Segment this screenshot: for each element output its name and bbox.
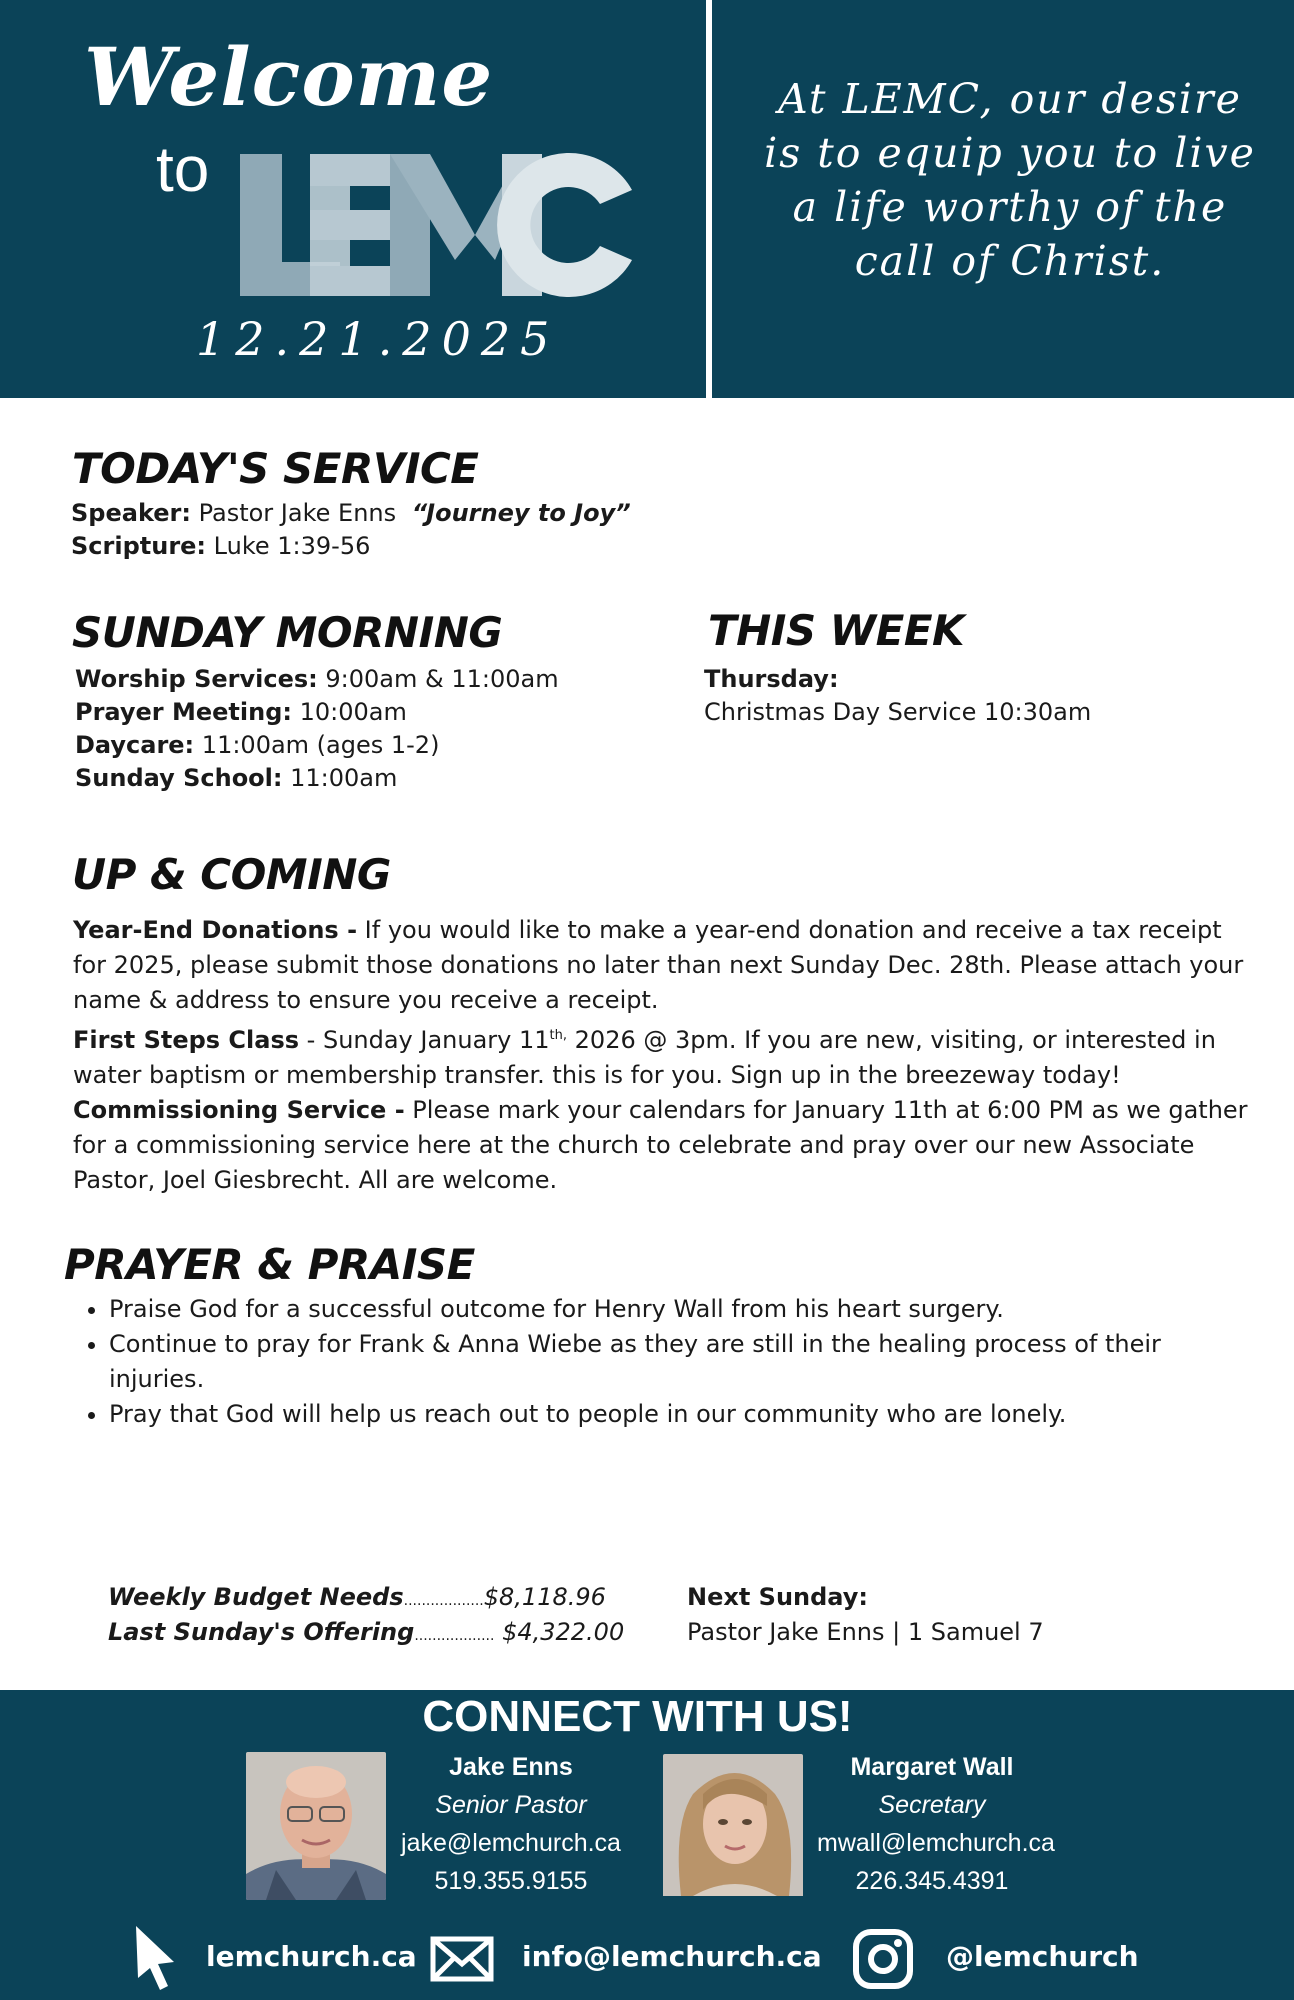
sunday-item-value: 9:00am & 11:00am (325, 665, 559, 693)
contact-margaret-wall (817, 1748, 1055, 1900)
up-coming-body (73, 913, 1253, 1198)
announcement-text: Please mark your calendars for January 11th at 6:00 PM as we gather for a commissioning service here at the church to celebrate and pray over our new Associate Pastor, Joel Giesbrecht. All are welcome. (73, 1096, 1248, 1194)
offering-label: Last Sunday's Offering (108, 1618, 415, 1646)
contact-name: Jake Enns (449, 1753, 573, 1781)
this-week-title: THIS WEEK (708, 606, 965, 655)
sunday-morning-list (75, 663, 559, 795)
scripture-line (71, 530, 370, 563)
cursor-icon (132, 1924, 178, 1996)
sunday-item (75, 729, 559, 762)
contact-jake-enns (396, 1748, 626, 1900)
offering-line (108, 1615, 624, 1654)
prayer-item: • Continue to pray for Frank & Anna Wiebe as they are still in the healing process of their injuries. (109, 1327, 1249, 1397)
next-sunday-label: Next Sunday: (687, 1583, 869, 1611)
speaker-value: Pastor Jake Enns (198, 499, 397, 527)
budget-line (108, 1580, 606, 1619)
speaker-label: Speaker: (71, 499, 191, 527)
prayer-item: • Pray that God will help us reach out to people in our community who are lonely. (109, 1397, 1249, 1432)
contact-phone[interactable]: 226.345.4391 (855, 1867, 1009, 1895)
announcement-text: If you would like to make a year-end donation and receive a tax receipt for 2025, please submit those donations no later than next Sunday Dec. 28th. Please attach your name & address to ensure you receive a receipt. (73, 916, 1244, 1014)
ordinal-suffix: th, (549, 1028, 568, 1043)
sunday-item-label: Sunday School: (75, 764, 283, 792)
instagram-handle-link[interactable]: @lemchurch (946, 1940, 1139, 1973)
welcome-to-word: to (156, 133, 210, 205)
website-link[interactable]: lemchurch.ca (206, 1940, 417, 1973)
avatar-jake-enns (246, 1752, 386, 1900)
sunday-morning-title: SUNDAY MORNING (72, 608, 503, 657)
sunday-item (75, 762, 559, 795)
announcement-label: First Steps Class (73, 1026, 300, 1054)
budget-dots: .................. (403, 1593, 484, 1609)
sunday-item (75, 696, 559, 729)
portrait-jake-enns (246, 1752, 386, 1900)
budget-label: Weekly Budget Needs (108, 1583, 404, 1611)
announcement-label: Year-End Donations - (73, 916, 358, 944)
speaker-line (71, 497, 631, 530)
offering-dots: .................. (414, 1628, 495, 1644)
instagram-icon (852, 1928, 914, 1994)
todays-service-title: TODAY'S SERVICE (72, 444, 479, 493)
contact-name: Margaret Wall (850, 1753, 1014, 1781)
sunday-item-label: Daycare: (75, 731, 195, 759)
announcement-text: 2026 @ 3pm. If you are new, visiting, or interested in water baptism or membership transfer. this is for you. Sign up in the breezeway today! (73, 1026, 1216, 1089)
up-coming-title: UP & COMING (72, 850, 391, 899)
email-link[interactable]: info@lemchurch.ca (522, 1940, 822, 1973)
connect-title: CONNECT WITH US! (422, 1692, 853, 1741)
sunday-item (75, 663, 559, 696)
announcement-year-end (73, 913, 1253, 1018)
sunday-item-value: 10:00am (299, 698, 407, 726)
mission-statement: At LEMC, our desire is to equip you to live a life worthy of the call of Christ. (764, 75, 1256, 285)
sunday-item-label: Prayer Meeting: (75, 698, 292, 726)
announcement-commissioning (73, 1093, 1253, 1198)
sunday-item-label: Worship Services: (75, 665, 318, 693)
announcement-label: Commissioning Service - (73, 1096, 405, 1124)
contact-phone[interactable]: 519.355.9155 (434, 1867, 588, 1895)
contact-email-link[interactable]: jake@lemchurch.ca (401, 1829, 621, 1857)
contact-role: Secretary (878, 1791, 986, 1819)
welcome-heading: Welcome (84, 30, 494, 124)
sunday-item-value: 11:00am (290, 764, 398, 792)
prayer-list (73, 1292, 1249, 1432)
budget-value: $8,118.96 (483, 1583, 606, 1611)
prayer-item: • Praise God for a successful outcome for Henry Wall from his heart surgery. (109, 1292, 1249, 1327)
next-sunday-value: Pastor Jake Enns | 1 Samuel 7 (687, 1618, 1044, 1646)
this-week-day: Thursday: (704, 665, 839, 693)
lemc-logo (240, 150, 640, 304)
contact-role: Senior Pastor (435, 1791, 587, 1819)
announcement-text: - Sunday January 11 (306, 1026, 550, 1054)
scripture-value: Luke 1:39-56 (213, 532, 371, 560)
announcement-first-steps (73, 1018, 1253, 1093)
avatar-margaret-wall (663, 1754, 803, 1902)
contact-email-link[interactable]: mwall@lemchurch.ca (817, 1829, 1055, 1857)
this-week-event: Christmas Day Service 10:30am (704, 698, 1092, 726)
offering-value: $4,322.00 (502, 1618, 625, 1646)
sermon-title: “Journey to Joy” (411, 499, 631, 527)
mail-icon (430, 1936, 494, 1986)
bulletin-date: 12.21.2025 (196, 312, 560, 366)
lemc-logo-graphic (240, 150, 640, 300)
sunday-item-value: 11:00am (ages 1-2) (201, 731, 440, 759)
prayer-praise-title: PRAYER & PRAISE (64, 1240, 475, 1289)
scripture-label: Scripture: (71, 532, 207, 560)
portrait-margaret-wall (663, 1754, 803, 1896)
